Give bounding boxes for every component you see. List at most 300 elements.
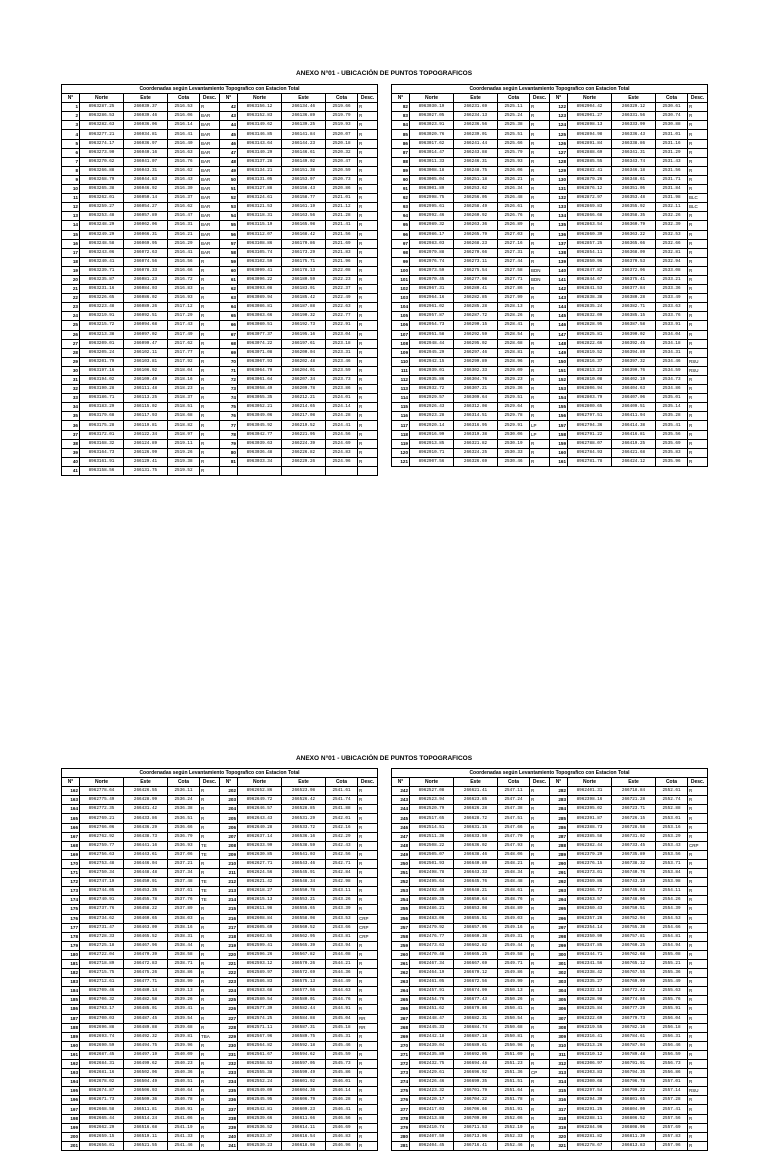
point-number: 161 — [550, 457, 568, 466]
point-number: 232 — [220, 1060, 238, 1069]
point-number: 246 — [392, 823, 410, 832]
north-value: 8962467.34 — [410, 959, 454, 968]
column-header: Norte — [80, 94, 124, 103]
east-value: 266115.02 — [124, 403, 168, 412]
north-value: 8963248.29 — [80, 221, 124, 230]
east-value: 266597.05 — [282, 1060, 326, 1069]
point-number: 49 — [220, 166, 238, 175]
description: BAR — [200, 203, 220, 212]
elevation-value: 2547.51 — [498, 814, 530, 823]
column-header: N° — [62, 94, 80, 103]
elevation-value: 2540.36 — [168, 1069, 200, 1078]
point-number: 258 — [392, 932, 410, 941]
east-value: 266190.32 — [282, 312, 326, 321]
point-number: 27 — [62, 339, 80, 348]
description: R — [530, 859, 550, 868]
east-value: 266755.38 — [612, 923, 656, 932]
east-value: 266102.11 — [124, 348, 168, 357]
table-row — [62, 823, 378, 832]
east-value: 266670.12 — [454, 969, 498, 978]
north-value: 8963277.21 — [80, 130, 124, 139]
north-value: 8962473.63 — [410, 941, 454, 950]
elevation-value: 2525.51 — [498, 130, 530, 139]
east-value: 266212.21 — [282, 394, 326, 403]
description: R — [358, 859, 378, 868]
elevation-value: 2548.61 — [498, 887, 530, 896]
east-value: 266640.89 — [454, 859, 498, 868]
east-value: 266789.48 — [612, 1050, 656, 1059]
elevation-value: 2555.49 — [656, 978, 688, 987]
elevation-value: 2537.34 — [168, 869, 200, 878]
description: R — [358, 357, 378, 366]
north-value: 8962728.33 — [80, 932, 124, 941]
east-value: 266409.51 — [612, 403, 656, 412]
description: R — [688, 932, 708, 941]
east-value: 266543.46 — [282, 859, 326, 868]
column-header: Este — [612, 778, 656, 787]
description: R — [530, 385, 550, 394]
elevation-value: 2539.26 — [168, 996, 200, 1005]
north-value: 8962310.12 — [568, 1050, 612, 1059]
east-value: 266273.11 — [454, 257, 498, 266]
north-value: 8962995.61 — [410, 203, 454, 212]
elevation-value: 2534.86 — [656, 385, 688, 394]
point-number: 194 — [62, 1078, 80, 1087]
description: R — [688, 869, 708, 878]
point-number: 215 — [220, 905, 238, 914]
east-value: 266062.06 — [124, 221, 168, 230]
description: R — [530, 221, 550, 230]
east-value: 266660.38 — [454, 932, 498, 941]
description: R — [688, 239, 708, 248]
north-value: 8962306.97 — [568, 1060, 612, 1069]
elevation-value: 2532.94 — [656, 257, 688, 266]
east-value: 266723.71 — [612, 805, 656, 814]
description: R — [200, 348, 220, 357]
north-value: 8962687.45 — [80, 1050, 124, 1059]
east-value: 266682.31 — [454, 1014, 498, 1023]
description: R — [358, 248, 378, 257]
east-value: 266553.21 — [282, 896, 326, 905]
elevation-value: 2535.56 — [656, 430, 688, 439]
coordinates-table-block — [391, 768, 708, 1151]
description: R — [688, 257, 708, 266]
column-header: Norte — [410, 778, 454, 787]
elevation-value: 2550.68 — [498, 1023, 530, 1032]
elevation-value: 2541.74 — [326, 796, 358, 805]
north-value: 8962435.89 — [410, 1050, 454, 1059]
description: RSU — [688, 357, 708, 366]
east-value: 266173.29 — [282, 248, 326, 257]
elevation-value: 2519.38 — [168, 457, 200, 466]
point-number: 70 — [220, 357, 238, 366]
point-number: 54 — [220, 212, 238, 221]
north-value: 8963282.63 — [80, 121, 124, 130]
elevation-value: 2523.73 — [326, 376, 358, 385]
description: R — [688, 796, 708, 805]
north-value: 8962967.31 — [410, 285, 454, 294]
east-value: 266324.25 — [454, 448, 498, 457]
elevation-value: 2543.39 — [326, 905, 358, 914]
elevation-value: 2536.66 — [168, 823, 200, 832]
point-number: 233 — [220, 1069, 238, 1078]
point-number: 77 — [220, 421, 238, 430]
table-row — [392, 439, 708, 448]
point-number: 62 — [220, 285, 238, 294]
point-number: 211 — [220, 869, 238, 878]
elevation-value: 2517.49 — [168, 330, 200, 339]
description: R — [358, 832, 378, 841]
east-value: 266241.44 — [454, 139, 498, 148]
north-value: 8962357.28 — [568, 914, 612, 923]
north-value: 8962395.02 — [568, 805, 612, 814]
table-row — [392, 130, 708, 139]
east-value: 266604.36 — [282, 1087, 326, 1096]
description: R — [688, 321, 708, 330]
description: R — [530, 439, 550, 448]
description: R — [688, 941, 708, 950]
east-value: 266411.94 — [612, 412, 656, 421]
east-value: 266168.42 — [282, 230, 326, 239]
description: R — [200, 787, 220, 796]
table-row — [392, 157, 708, 166]
elevation-value: 2530.46 — [498, 457, 530, 466]
elevation-value: 2516.56 — [168, 257, 200, 266]
north-value: 8962678.02 — [80, 1078, 124, 1087]
east-value: 266234.13 — [454, 112, 498, 121]
table-row — [62, 850, 378, 859]
elevation-value: 2544.63 — [326, 987, 358, 996]
north-value: 8962552.24 — [238, 1078, 282, 1087]
description: R — [688, 1032, 708, 1041]
elevation-value: 2557.83 — [656, 1132, 688, 1141]
elevation-value: 2525.24 — [498, 112, 530, 121]
table-row — [392, 257, 708, 266]
north-value: 8962567.96 — [238, 1032, 282, 1041]
table-row — [392, 850, 708, 859]
point-number: 131 — [550, 185, 568, 194]
north-value: 8962586.83 — [238, 978, 282, 987]
point-number: 84 — [392, 121, 410, 130]
east-value: 266407.06 — [612, 394, 656, 403]
north-value: 8962762.92 — [80, 832, 124, 841]
description: R — [200, 1050, 220, 1059]
north-value: 8963074.22 — [238, 339, 282, 348]
point-number: 167 — [62, 832, 80, 841]
elevation-value: 2548.89 — [498, 905, 530, 914]
elevation-value: 2518.68 — [168, 412, 200, 421]
description: TE — [200, 896, 220, 905]
east-value: 266343.74 — [612, 157, 656, 166]
east-value: 266713.96 — [454, 1132, 498, 1141]
north-value: 8963077.37 — [238, 330, 282, 339]
north-value: 8963223.48 — [80, 303, 124, 312]
north-value: 8963226.65 — [80, 294, 124, 303]
east-value: 266648.21 — [454, 887, 498, 896]
elevation-value: 2528.41 — [498, 321, 530, 330]
elevation-value: 2521.56 — [326, 230, 358, 239]
east-value: 266265.79 — [454, 230, 498, 239]
elevation-value: 2554.11 — [656, 887, 688, 896]
description: R — [358, 1078, 378, 1087]
point-number: 59 — [220, 257, 238, 266]
point-number: 74 — [220, 394, 238, 403]
elevation-value: 2543.81 — [326, 932, 358, 941]
elevation-value: 2557.14 — [656, 1087, 688, 1096]
elevation-value: 2543.11 — [326, 887, 358, 896]
east-value: 266156.43 — [282, 185, 326, 194]
point-number: 73 — [220, 385, 238, 394]
north-value: 8963219.91 — [80, 312, 124, 321]
point-number: 205 — [220, 814, 238, 823]
east-value: 266777.29 — [612, 1005, 656, 1014]
table-row — [62, 339, 378, 348]
elevation-value: 2520.73 — [326, 175, 358, 184]
table-row — [62, 303, 378, 312]
table-row — [392, 878, 708, 887]
north-value: 8962618.27 — [238, 887, 282, 896]
east-value: 266616.54 — [282, 1132, 326, 1141]
north-value: 8962744.05 — [80, 887, 124, 896]
east-value: 266314.51 — [454, 412, 498, 421]
east-value: 266243.88 — [454, 148, 498, 157]
north-value: 8962894.98 — [568, 130, 612, 139]
point-number: 287 — [550, 832, 568, 841]
elevation-value: 2531.01 — [656, 130, 688, 139]
elevation-value: 2526.48 — [498, 194, 530, 203]
elevation-value: 2547.66 — [498, 823, 530, 832]
elevation-value: 2537.48 — [168, 878, 200, 887]
table-row — [392, 959, 708, 968]
north-value: 8963149.62 — [238, 121, 282, 130]
north-value: 8963215.72 — [80, 321, 124, 330]
description: R — [688, 166, 708, 175]
column-header: Desc. — [358, 94, 378, 103]
north-value: 8963008.18 — [410, 166, 454, 175]
north-value: 8962501.93 — [410, 859, 454, 868]
east-value: 266787.04 — [612, 1041, 656, 1050]
north-value: 8962813.23 — [568, 366, 612, 375]
description: R — [688, 121, 708, 130]
north-value: 8962451.62 — [410, 1005, 454, 1014]
description: R — [688, 1014, 708, 1023]
table-row — [392, 166, 708, 175]
east-value: 266738.32 — [612, 859, 656, 868]
elevation-value: 2516.14 — [168, 121, 200, 130]
north-value: 8962766.06 — [80, 823, 124, 832]
description: R — [358, 841, 378, 850]
east-value: 266633.59 — [454, 832, 498, 841]
north-value: 8963240.41 — [80, 257, 124, 266]
east-value: 266565.39 — [282, 941, 326, 950]
point-number: 18 — [62, 257, 80, 266]
point-number: 35 — [62, 412, 80, 421]
description: R — [688, 339, 708, 348]
north-value: 8962841.53 — [568, 285, 612, 294]
table-row — [392, 421, 708, 430]
north-value: 8962281.82 — [568, 1132, 612, 1141]
table-row — [392, 248, 708, 257]
point-number: 213 — [220, 887, 238, 896]
east-value: 266326.69 — [454, 457, 498, 466]
table-row — [392, 1060, 708, 1069]
elevation-value: 2551.78 — [498, 1096, 530, 1105]
table-row — [62, 321, 378, 330]
column-header: Este — [454, 94, 498, 103]
elevation-value: 2528.81 — [498, 348, 530, 357]
elevation-value: 2520.47 — [326, 157, 358, 166]
point-number: 174 — [62, 896, 80, 905]
north-value: 8962404.45 — [410, 1141, 454, 1150]
elevation-value: 2529.09 — [498, 366, 530, 375]
point-number: 295 — [550, 905, 568, 914]
east-value: 266575.13 — [282, 978, 326, 987]
east-value: 266472.83 — [124, 959, 168, 968]
description: TE — [200, 887, 220, 896]
point-number: 282 — [550, 787, 568, 796]
elevation-value: 2553.98 — [656, 878, 688, 887]
elevation-value: 2533.63 — [656, 303, 688, 312]
elevation-value: 2529.36 — [498, 385, 530, 394]
point-number: 61 — [220, 275, 238, 284]
description: R — [200, 412, 220, 421]
description: R — [200, 1060, 220, 1069]
north-value: 8963089.94 — [238, 294, 282, 303]
elevation-value: 2549.86 — [498, 969, 530, 978]
east-value: 266580.01 — [282, 996, 326, 1005]
elevation-value: 2524.01 — [326, 394, 358, 403]
table-row — [392, 348, 708, 357]
description: R — [200, 339, 220, 348]
elevation-value: 2548.48 — [498, 878, 530, 887]
point-number: 162 — [62, 787, 80, 796]
description: R — [530, 1041, 550, 1050]
north-value: 8962693.74 — [80, 1032, 124, 1041]
table-row — [392, 175, 708, 184]
east-value: 266433.86 — [124, 814, 168, 823]
east-value: 266716.41 — [454, 1141, 498, 1150]
column-header: N° — [392, 94, 410, 103]
elevation-value: 2546.01 — [326, 1078, 358, 1087]
east-value: 266743.19 — [612, 878, 656, 887]
north-value: 8962303.83 — [568, 1069, 612, 1078]
east-value: 266217.08 — [282, 412, 326, 421]
north-value: 8962706.32 — [80, 996, 124, 1005]
column-header: Norte — [238, 778, 282, 787]
east-value: 266084.03 — [124, 285, 168, 294]
column-header: Norte — [80, 778, 124, 787]
description: R — [688, 1123, 708, 1132]
point-number: 240 — [220, 1132, 238, 1141]
description: R — [530, 969, 550, 978]
elevation-value: 2529.91 — [498, 421, 530, 430]
elevation-value — [326, 466, 358, 475]
east-value: 266601.92 — [282, 1078, 326, 1087]
north-value: 8962442.18 — [410, 1032, 454, 1041]
table-row — [62, 112, 378, 121]
description: R — [530, 130, 550, 139]
north-value: 8962696.88 — [80, 1023, 124, 1032]
table-row — [62, 130, 378, 139]
table-row — [62, 1141, 378, 1150]
description: R — [200, 1105, 220, 1114]
table-row — [62, 266, 378, 275]
east-value: 266204.91 — [282, 366, 326, 375]
elevation-value: 2537.89 — [168, 905, 200, 914]
north-value: 8962784.93 — [568, 448, 612, 457]
description: R — [688, 1078, 708, 1087]
description: BDN — [530, 266, 550, 275]
elevation-value: 2538.86 — [168, 969, 200, 978]
description: R — [530, 805, 550, 814]
description: R — [688, 294, 708, 303]
table-row — [62, 832, 378, 841]
description: R — [530, 1114, 550, 1123]
point-number: 276 — [392, 1096, 410, 1105]
east-value: 266692.05 — [454, 1050, 498, 1059]
north-value: 8962643.43 — [238, 814, 282, 823]
description: R — [358, 430, 378, 439]
elevation-value: 2531.71 — [656, 175, 688, 184]
elevation-value: 2527.44 — [498, 257, 530, 266]
elevation-value: 2556.04 — [656, 1014, 688, 1023]
elevation-value: 2523.46 — [326, 357, 358, 366]
east-value: 266280.41 — [454, 285, 498, 294]
point-number: 316 — [550, 1096, 568, 1105]
north-value: 8962549.09 — [238, 1087, 282, 1096]
table-row — [62, 996, 378, 1005]
east-value: 266287.72 — [454, 312, 498, 321]
east-value: 266431.42 — [124, 805, 168, 814]
point-number: 2 — [62, 112, 80, 121]
point-number: 151 — [550, 366, 568, 375]
east-value: 266731.02 — [612, 832, 656, 841]
description: R — [200, 814, 220, 823]
table-row — [392, 412, 708, 421]
north-value: 8962800.65 — [568, 403, 612, 412]
elevation-value: 2556.46 — [656, 1041, 688, 1050]
east-value: 266416.81 — [612, 430, 656, 439]
point-number: 17 — [62, 248, 80, 257]
description: R — [530, 923, 550, 932]
elevation-value: 2550.26 — [498, 996, 530, 1005]
north-value: 8963134.21 — [238, 166, 282, 175]
description: R — [200, 941, 220, 950]
north-value: 8962806.94 — [568, 385, 612, 394]
description: R — [688, 221, 708, 230]
elevation-value: 2541.33 — [168, 1132, 200, 1141]
elevation-value: 2521.01 — [326, 194, 358, 203]
elevation-value: 2539.81 — [168, 1032, 200, 1041]
point-number: 152 — [550, 376, 568, 385]
elevation-value: 2542.29 — [326, 832, 358, 841]
north-value: 8963005.04 — [410, 175, 454, 184]
description: R — [688, 457, 708, 466]
north-value: 8962778.64 — [80, 787, 124, 796]
elevation-value: 2545.18 — [326, 1023, 358, 1032]
coordinates-table-block — [61, 768, 378, 1151]
north-value: 8962527.08 — [410, 787, 454, 796]
description: R — [200, 932, 220, 941]
table-row — [392, 139, 708, 148]
description: R — [530, 1060, 550, 1069]
description: R — [358, 121, 378, 130]
east-value: 266767.55 — [612, 969, 656, 978]
east-value: 266057.89 — [124, 212, 168, 221]
point-number: 249 — [392, 850, 410, 859]
description: R — [530, 1141, 550, 1150]
description: R — [358, 996, 378, 1005]
